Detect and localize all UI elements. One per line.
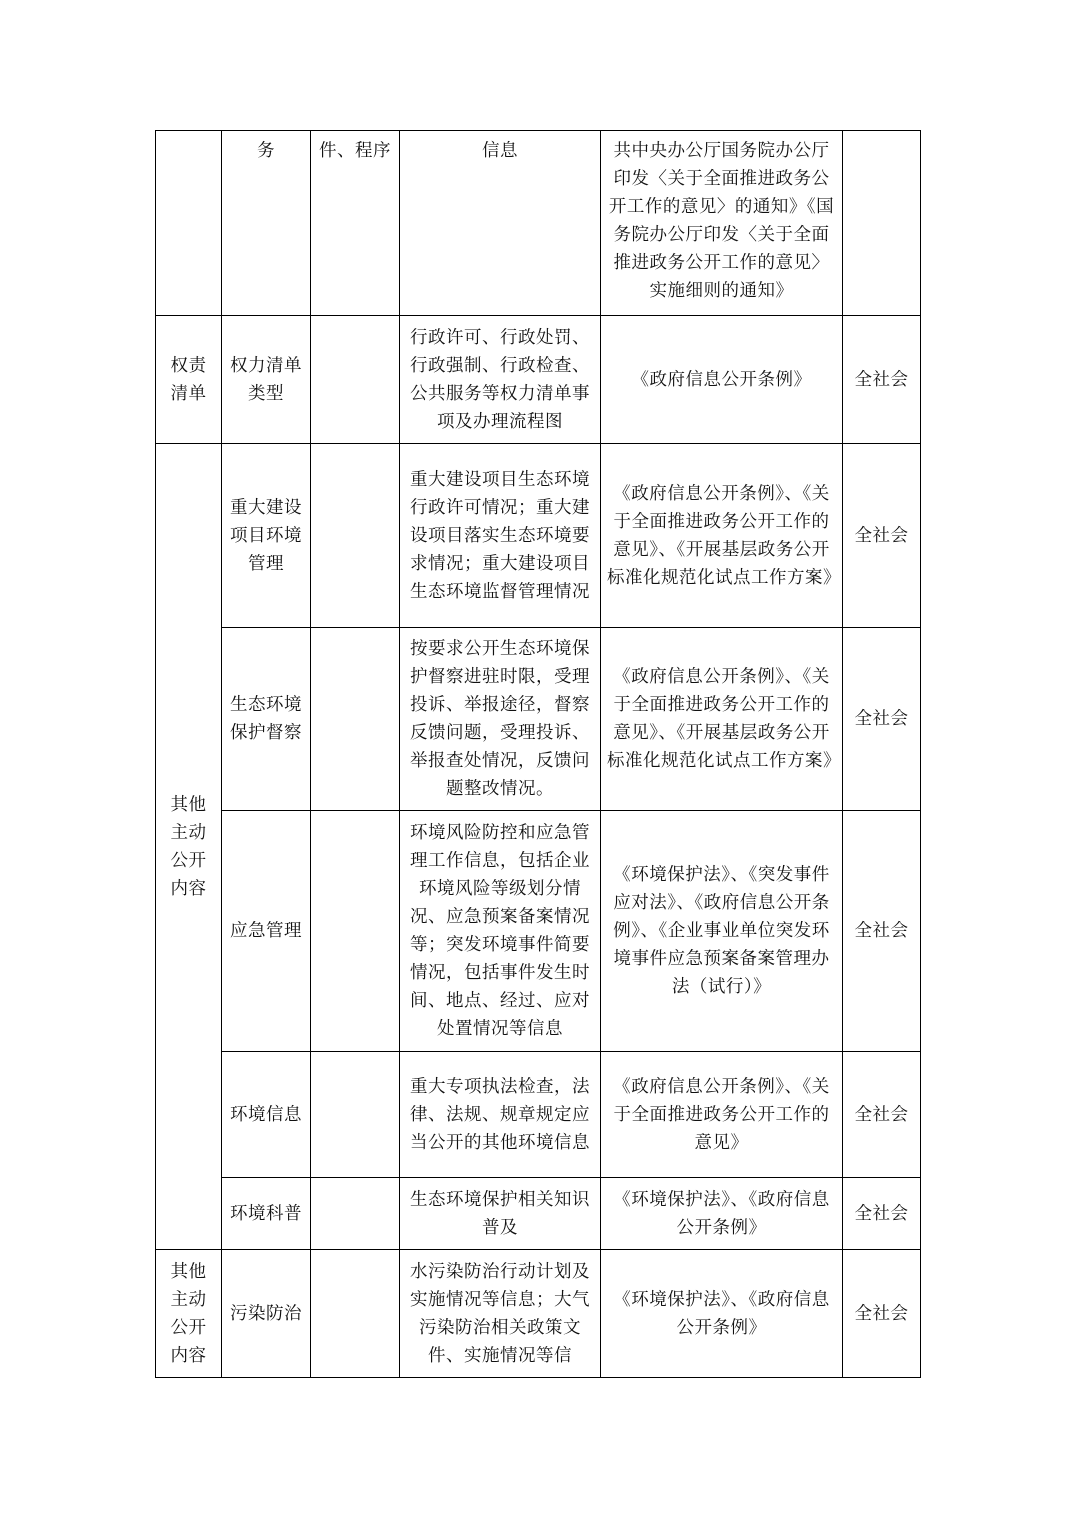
content-cell: 重大建设项目生态环境行政许可情况；重大建设项目落实生态环境要求情况；重大建设项目生态环境监督管理情况 [400,444,601,628]
table-row [156,131,921,316]
disclosure-table [155,130,921,1378]
table-row [156,1052,921,1178]
scope-cell: 全社会 [843,444,921,628]
category-cell [156,131,222,316]
category-cell: 其他主动公开内容 [156,1250,222,1378]
table-row [156,1178,921,1250]
content-cell: 信息 [400,131,601,316]
procedure-cell [311,1250,400,1378]
table-row [156,316,921,444]
item-cell: 权力清单类型 [222,316,311,444]
procedure-cell [311,316,400,444]
procedure-cell [311,1178,400,1250]
table-row [156,628,921,811]
basis-cell: 《政府信息公开条例》、《关于全面推进政务公开工作的意见》、《开展基层政务公开标准化规范化试点工作方案》 [601,628,843,811]
scope-cell: 全社会 [843,811,921,1052]
category-cell: 其他主动公开内容 [156,444,222,1250]
content-cell: 行政许可、行政处罚、行政强制、行政检查、公共服务等权力清单事项及办理流程图 [400,316,601,444]
item-cell: 重大建设项目环境管理 [222,444,311,628]
content-cell: 按要求公开生态环境保护督察进驻时限，受理投诉、举报途径，督察反馈问题，受理投诉、举报查处情况，反馈问题整改情况。 [400,628,601,811]
scope-cell [843,131,921,316]
procedure-cell [311,444,400,628]
basis-cell: 《政府信息公开条例》、《关于全面推进政务公开工作的意见》、《开展基层政务公开标准化规范化试点工作方案》 [601,444,843,628]
content-cell: 环境风险防控和应急管理工作信息，包括企业环境风险等级划分情况、应急预案备案情况等；突发环境事件简要情况，包括事件发生时间、地点、经过、应对处置情况等信息 [400,811,601,1052]
scope-cell: 全社会 [843,1178,921,1250]
basis-cell: 《环境保护法》、《政府信息公开条例》 [601,1178,843,1250]
item-cell: 生态环境保护督察 [222,628,311,811]
scope-cell: 全社会 [843,1250,921,1378]
procedure-cell [311,811,400,1052]
content-cell: 生态环境保护相关知识普及 [400,1178,601,1250]
basis-cell: 《政府信息公开条例》、《关于全面推进政务公开工作的意见》 [601,1052,843,1178]
procedure-cell [311,1052,400,1178]
content-cell: 重大专项执法检查，法律、法规、规章规定应当公开的其他环境信息 [400,1052,601,1178]
basis-cell: 《环境保护法》、《突发事件应对法》、《政府信息公开条例》、《企业事业单位突发环境事件应急预案备案管理办法（试行）》 [601,811,843,1052]
procedure-cell: 件、程序 [311,131,400,316]
content-cell: 水污染防治行动计划及实施情况等信息；大气污染防治相关政策文件、实施情况等信 [400,1250,601,1378]
table-row [156,811,921,1052]
scope-cell: 全社会 [843,316,921,444]
basis-cell: 共中央办公厅国务院办公厅印发〈关于全面推进政务公开工作的意见〉的通知》《国务院办公厅印发〈关于全面推进政务公开工作的意见〉实施细则的通知》 [601,131,843,316]
item-cell: 污染防治 [222,1250,311,1378]
basis-cell: 《政府信息公开条例》 [601,316,843,444]
scope-cell: 全社会 [843,628,921,811]
category-cell: 权责清单 [156,316,222,444]
procedure-cell [311,628,400,811]
scope-cell: 全社会 [843,1052,921,1178]
item-cell: 务 [222,131,311,316]
item-cell: 环境科普 [222,1178,311,1250]
basis-cell: 《环境保护法》、《政府信息公开条例》 [601,1250,843,1378]
table-row [156,1250,921,1378]
item-cell: 应急管理 [222,811,311,1052]
item-cell: 环境信息 [222,1052,311,1178]
table-row [156,444,921,628]
